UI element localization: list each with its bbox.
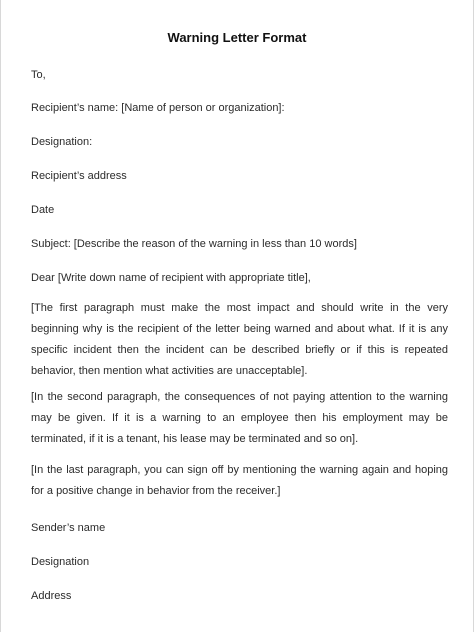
sender-address-line: Address <box>31 590 72 602</box>
to-line: To, <box>31 69 46 81</box>
paragraph-second: [In the second paragraph, the consequences of not paying attention to the warning may be given. If it is a warning to an employee then his employment may be terminated, if it is a tenant, his lease may be terminated and so on]. <box>31 391 448 445</box>
salutation-line: Dear [Write down name of recipient with appropriate title], <box>31 272 311 284</box>
sender-name-line: Sender’s name <box>31 522 106 534</box>
paragraph-last: [In the last paragraph, you can sign off by mentioning the warning again and hoping for a positive change in behavior from the receiver.] <box>31 464 448 497</box>
designation-line: Designation: <box>31 136 93 148</box>
subject-line: Subject: [Describe the reason of the warning in less than 10 words] <box>31 238 357 250</box>
recipient-address-line: Recipient’s address <box>31 170 127 182</box>
sender-designation-line: Designation <box>31 556 90 568</box>
document-title: Warning Letter Format <box>167 30 307 45</box>
date-line: Date <box>31 204 55 216</box>
paragraph-first: [The first paragraph must make the most impact and should write in the very beginning why is the recipient of the letter being warned and about what. If it is any specific incident then the incident can be described briefly or if this is repeated behavior, then mention what activities are unacceptable]. <box>31 302 448 377</box>
recipient-name-line: Recipient’s name: [Name of person or organization]: <box>31 102 285 114</box>
